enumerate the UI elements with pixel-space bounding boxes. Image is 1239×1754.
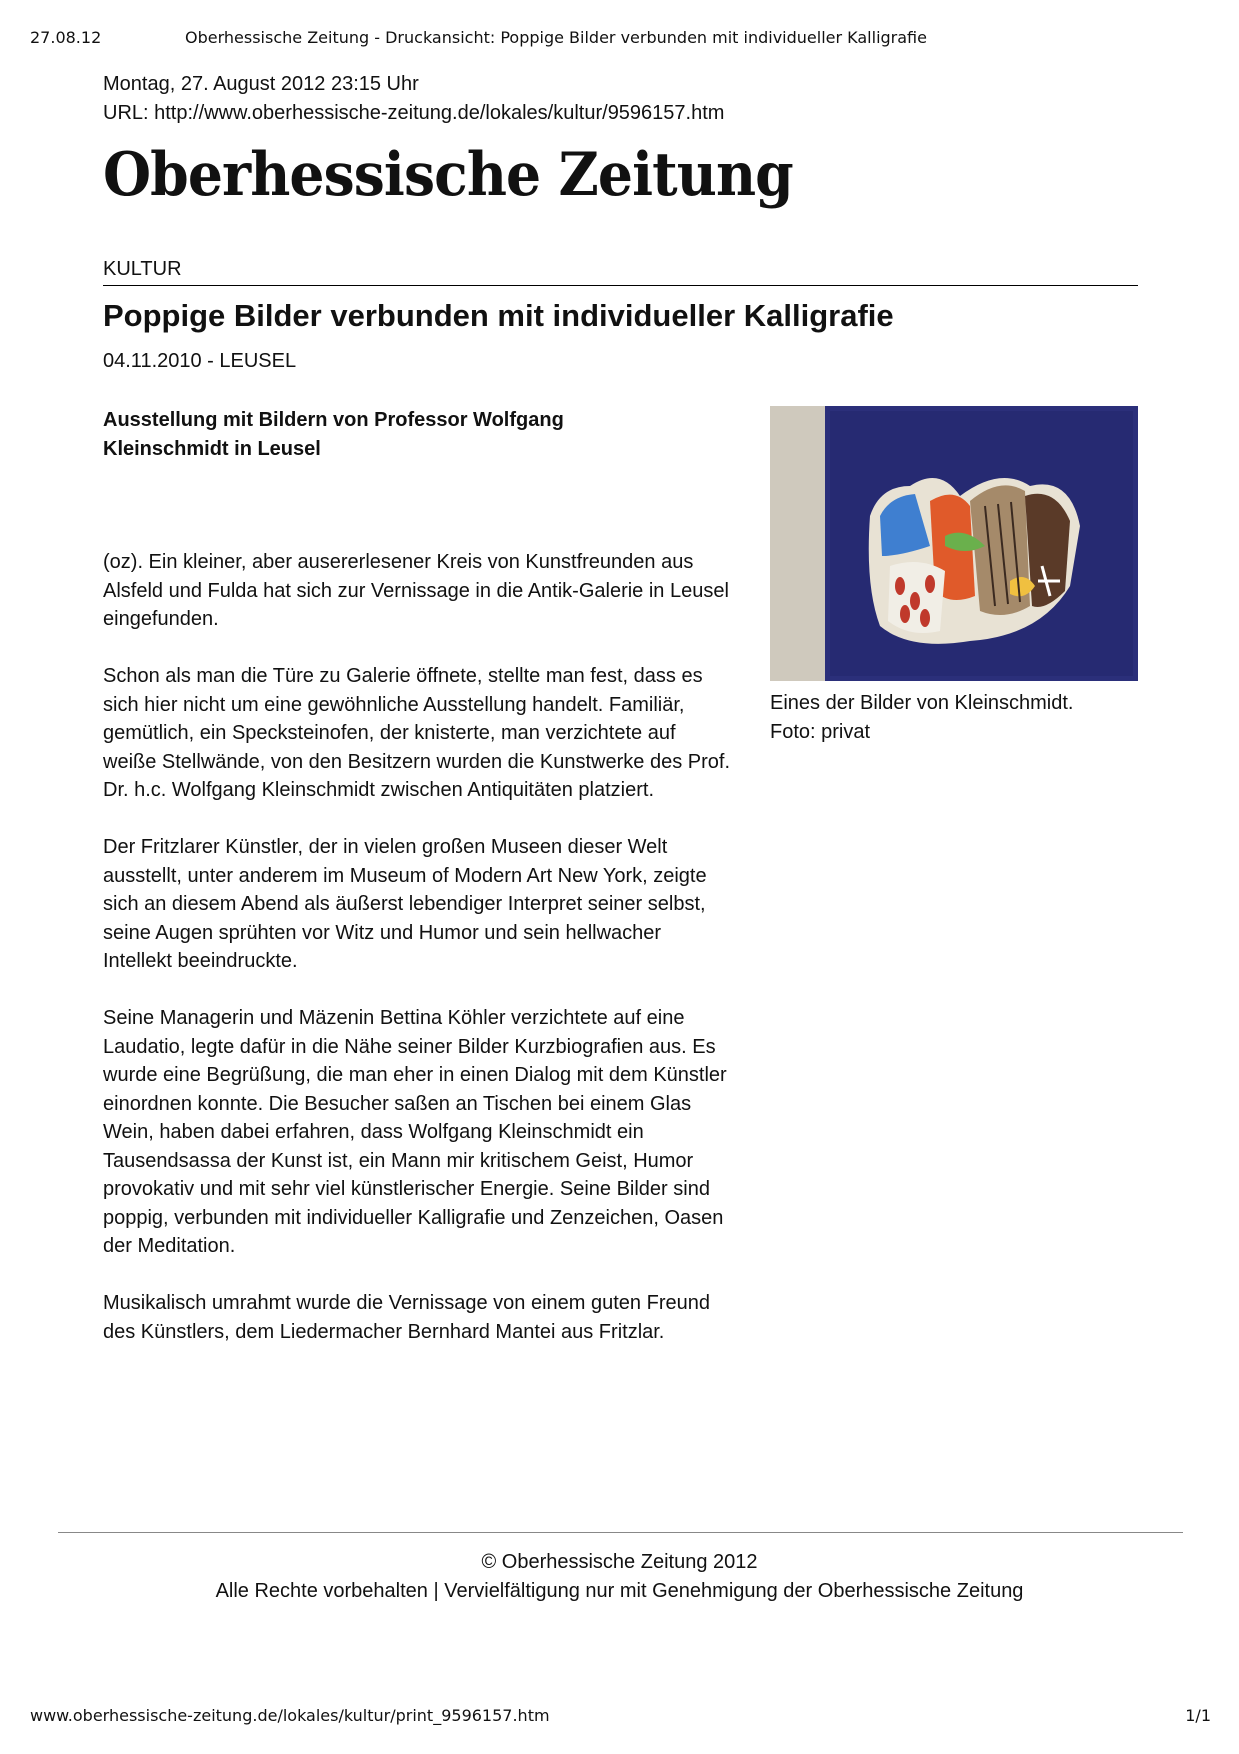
article-body	[103, 548, 733, 1375]
article-paragraph: (oz). Ein kleiner, aber ausererlesener Kreis von Kunstfreunden aus Alsfeld und Fulda hat sich zur Vernissage in die Antik-Galerie in Leusel eingefunden.	[103, 551, 729, 630]
print-page-number: 1/1	[1185, 1706, 1211, 1725]
article-paragraph: Seine Managerin und Mäzenin Bettina Köhler verzichtete auf eine Laudatio, legte dafür in die Nähe seiner Bilder Kurzbiografien aus. Es wurde eine Begrüßung, die man eher in einen Dialog mit dem Künstler einordnen konnte. Die Besucher saßen an Tischen bei einem Glas Wein, haben dabei erfahren, dass Wolfgang Kleinschmidt ein Tausendsassa der Kunst ist, ein Mann mir kritischem Geist, Humor provokativ und mit sehr viel künstlerischer Energie. Seine Bilder sind poppig, verbunden mit individueller Kalligrafie und Zenzeichen, Oasen der Meditation.	[103, 1007, 727, 1257]
copyright-notice: © Oberhessische Zeitung 2012	[481, 1551, 758, 1573]
print-timestamp: Montag, 27. August 2012 23:15 Uhr	[103, 73, 419, 95]
article-paragraph: Der Fritzlarer Künstler, der in vielen großen Museen dieser Welt ausstellt, unter anderem im Museum of Modern Art New York, zeigte sich an diesem Abend als äußerst lebendiger Interpret seiner selbst, seine Augen sprühten vor Witz und Humor und sein hellwacher Intellekt beeindruckte.	[103, 836, 707, 972]
print-header-date: 27.08.12	[30, 28, 102, 47]
page-footer	[0, 1548, 1239, 1606]
article-headline: Poppige Bilder verbunden mit individueller Kalligrafie	[103, 298, 894, 333]
photo-credit: Foto: privat	[770, 721, 871, 743]
footer-divider	[58, 1532, 1183, 1533]
print-footer-url: www.oberhessische-zeitung.de/lokales/kultur/print_9596157.htm	[30, 1706, 550, 1725]
article-dateline: 04.11.2010 - LEUSEL	[103, 350, 297, 372]
photo-caption	[770, 689, 1138, 747]
article-paragraph: Schon als man die Türe zu Galerie öffnete, stellte man fest, dass es sich hier nicht um eine gewöhnliche Ausstellung handelt. Familiär, gemütlich, ein Specksteinofen, der knisterte, man verzichtete auf weiße Stellwände, von den Besitzern wurden die Kunstwerke des Prof. Dr. h.c. Wolfgang Kleinschmidt zwischen Antiquitäten platziert.	[103, 665, 731, 801]
section-label: KULTUR	[103, 258, 1138, 286]
article-url[interactable]: URL: http://www.oberhessische-zeitung.de/lokales/kultur/9596157.htm	[103, 102, 725, 124]
article-paragraph: Musikalisch umrahmt wurde die Vernissage von einem guten Freund des Künstlers, dem Liedermacher Bernhard Mantei aus Fritzlar.	[103, 1292, 710, 1343]
photo-caption-text: Eines der Bilder von Kleinschmidt.	[770, 692, 1074, 714]
article-figure	[770, 406, 1138, 747]
rights-notice: Alle Rechte vorbehalten | Vervielfältigung nur mit Genehmigung der Oberhessische Zeitung	[215, 1580, 1024, 1602]
article-meta	[103, 70, 724, 128]
article-lead: Ausstellung mit Bildern von Professor Wolfgang Kleinschmidt in Leusel	[103, 409, 564, 460]
artwork-photo	[770, 406, 1138, 681]
print-header-title: Oberhessische Zeitung - Druckansicht: Poppige Bilder verbunden mit individueller Kalligrafie	[185, 28, 927, 47]
newspaper-logo: Oberhessische Zeitung	[103, 140, 793, 210]
artwork-illustration	[770, 406, 1138, 681]
